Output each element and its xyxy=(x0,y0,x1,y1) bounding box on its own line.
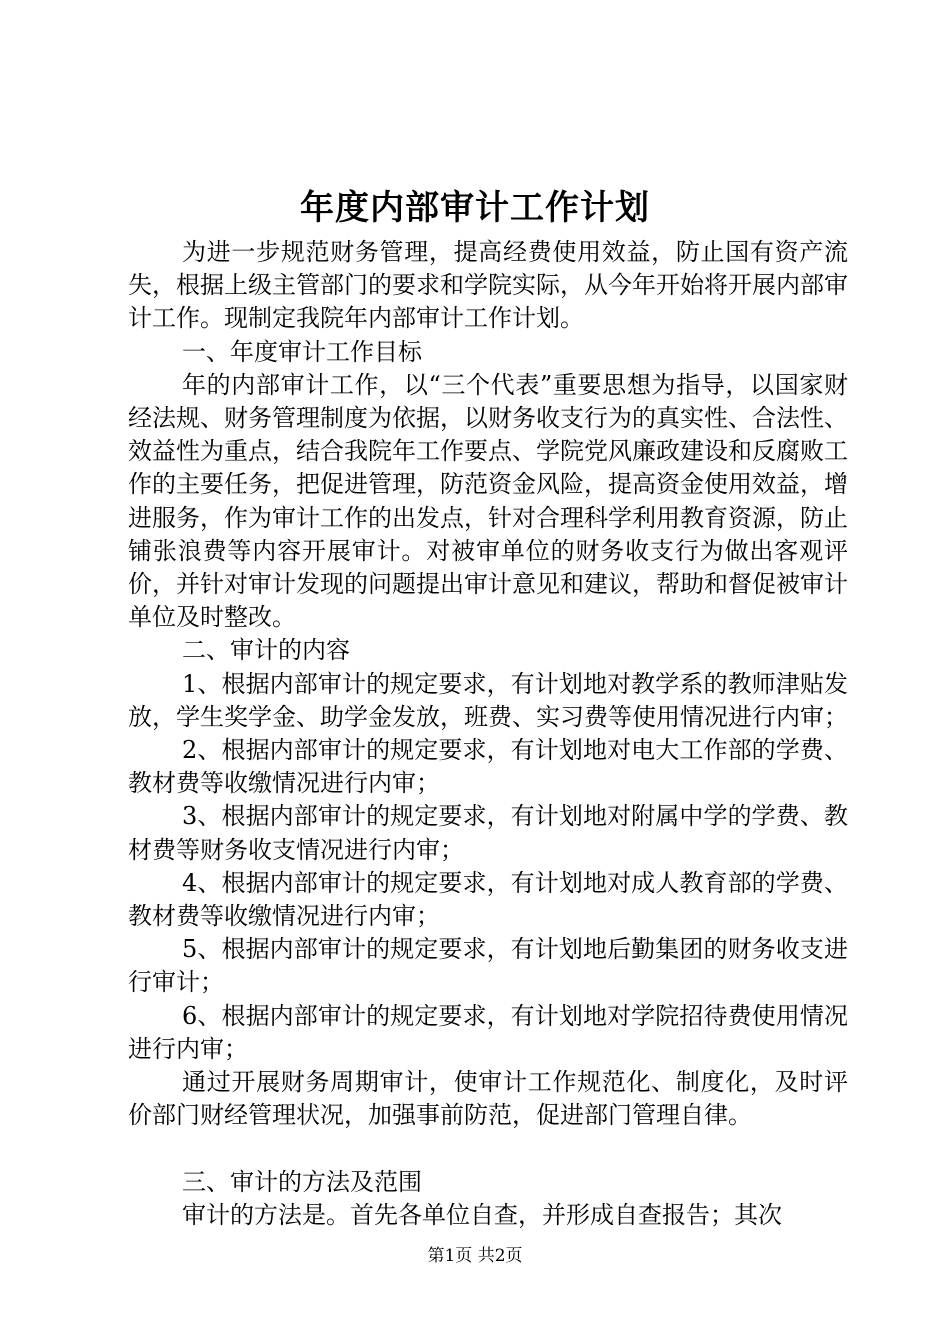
content-item-1: 1、根据内部审计的规定要求，有计划地对教学系的教师津贴发放，学生奖学金、助学金发放，班费、实习费等使用情况进行内审； xyxy=(128,669,848,731)
content-item-6: 6、根据内部审计的规定要求，有计划地对学院招待费使用情况进行内审； xyxy=(128,1001,848,1063)
content-item-2: 2、根据内部审计的规定要求，有计划地对电大工作部的学费、教材费等收缴情况进行内审； xyxy=(128,736,848,798)
section-heading-methods: 三、审计的方法及范围 xyxy=(182,1167,422,1196)
methods-paragraph: 审计的方法是。首先各单位自查，并形成自查报告；其次 xyxy=(182,1200,782,1229)
content-item-5: 5、根据内部审计的规定要求，有计划地后勤集团的财务收支进行审计； xyxy=(128,935,848,997)
section-heading-goals: 一、年度审计工作目标 xyxy=(182,337,422,366)
content-item-4: 4、根据内部审计的规定要求，有计划地对成人教育部的学费、教材费等收缴情况进行内审； xyxy=(128,868,848,931)
intro-paragraph: 为进一步规范财务管理，提高经费使用效益，防止国有资产流失，根据上级主管部门的要求和学院实际，从今年开始将开展内部审计工作。现制定我院年内部审计工作计划。 xyxy=(128,238,848,333)
content-summary-paragraph: 通过开展财务周期审计，使审计工作规范化、制度化，及时评价部门财经管理状况，加强事前防范，促进部门管理自律。 xyxy=(128,1068,848,1130)
page-number-footer: 第1页 共2页 xyxy=(427,1246,523,1266)
goals-paragraph: 年的内部审计工作，以“三个代表”重要思想为指导，以国家财经法规、财务管理制度为依据，以财务收支行为的真实性、合法性、效益性为重点，结合我院年工作要点、学院党风廉政建设和反腐败工作的主要任务，把促进管理，防范资金风险，提高资金使用效益，增进服务，作为审计工作的出发点，针对合理科学利用教育资源，防止铺张浪费等内容开展审计。对被审单位的财务收支行为做出客观评价，并针对审计发现的问题提出审计意见和建议，帮助和督促被审计单位及时整改。 xyxy=(128,370,848,632)
section-heading-content: 二、审计的内容 xyxy=(182,636,350,665)
content-item-3: 3、根据内部审计的规定要求，有计划地对附属中学的学费、教材费等财务收支情况进行内审； xyxy=(128,802,848,864)
document-body xyxy=(128,236,848,1232)
document-title: 年度内部审计工作计划 xyxy=(300,188,650,228)
blank-line xyxy=(128,1132,848,1165)
